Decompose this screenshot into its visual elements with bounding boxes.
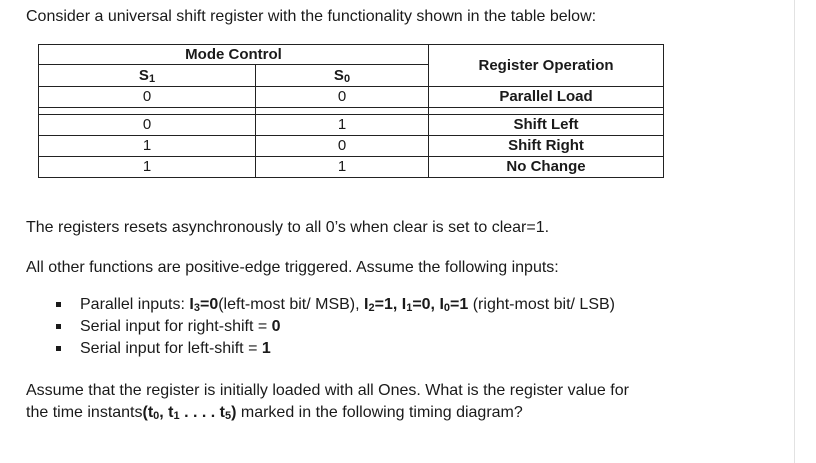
s0-header: [256, 65, 429, 87]
table-row: [39, 157, 664, 178]
page-edge-divider: [794, 0, 795, 463]
i3-value: [189, 296, 218, 313]
cell-s0: 0: [256, 136, 429, 157]
cell-operation: No Change: [429, 157, 664, 178]
msb-note: (left-most bit/ MSB),: [218, 296, 365, 313]
time-instants-range: [143, 404, 237, 421]
table-spacer-row: [39, 108, 664, 115]
list-item: [56, 316, 615, 338]
table-row: [39, 136, 664, 157]
s1-subscript: 1: [148, 72, 156, 85]
i3-subscript: 3: [193, 302, 200, 314]
cell-operation: Parallel Load: [429, 87, 664, 108]
s0-subscript: 0: [343, 72, 351, 85]
left-shift-label: Serial input for left-shift =: [80, 340, 262, 357]
close-paren: ): [231, 404, 237, 421]
i1-letter: I: [401, 296, 407, 313]
lsb-note: (right-most bit/ LSB): [468, 296, 615, 313]
mode-control-table: [38, 44, 664, 178]
input-list: [56, 294, 615, 360]
cell-s1: 1: [39, 157, 256, 178]
t1-letter: , t: [159, 404, 174, 421]
spacer-cell: [256, 108, 429, 115]
i1-assign: =0,: [412, 296, 440, 313]
timing-diagram-note: marked in the following timing diagram?: [236, 404, 523, 421]
cell-operation: Shift Left: [429, 115, 664, 136]
register-operation-header: [429, 45, 664, 87]
right-shift-value: 0: [271, 318, 281, 335]
cell-s0: 0: [256, 87, 429, 108]
table-row: [39, 87, 664, 108]
cell-s1: 1: [39, 136, 256, 157]
bullet-square-icon: [56, 346, 61, 351]
t0-letter: (t: [142, 404, 154, 421]
i0-assign: =1: [450, 296, 469, 313]
cell-s1: 0: [39, 115, 256, 136]
i0-letter: I: [439, 296, 444, 313]
mode-control-label: Mode Control: [185, 45, 282, 63]
spacer-cell: [39, 108, 256, 115]
right-shift-label: Serial input for right-shift =: [80, 318, 272, 335]
question-line-1: Assume that the register is initially loaded with all Ones. What is the register value for: [26, 382, 629, 399]
intro-paragraph: Consider a universal shift register with the functionality shown in the table below:: [26, 8, 597, 25]
i2-value: [364, 296, 468, 313]
edge-trigger-paragraph: All other functions are positive-edge triggered. Assume the following inputs:: [26, 259, 559, 276]
reset-paragraph: The registers resets asynchronously to all 0’s when clear is set to clear=1.: [26, 219, 550, 236]
t5-subscript: 5: [224, 410, 232, 422]
time-instants-label: the time instants: [26, 404, 143, 421]
i2-subscript: 2: [368, 302, 375, 314]
register-operation-label: Register Operation: [478, 56, 614, 74]
mode-control-header: [39, 45, 429, 65]
t5-letter: . . . . t: [179, 404, 225, 421]
cell-s0: 1: [256, 157, 429, 178]
cell-operation: Shift Right: [429, 136, 664, 157]
i3-assign: =0: [199, 296, 219, 313]
i2-assign: =1,: [374, 296, 402, 313]
bullet-square-icon: [56, 302, 61, 307]
t1-subscript: 1: [173, 410, 180, 422]
table-row: [39, 115, 664, 136]
bullet-square-icon: [56, 324, 61, 329]
left-shift-value: 1: [261, 340, 271, 357]
s0-letter: S: [333, 66, 344, 84]
question-line-2: [26, 403, 523, 423]
list-item: [56, 294, 615, 316]
cell-s1: 0: [39, 87, 256, 108]
s1-header: [39, 65, 256, 87]
i2-letter: I: [364, 296, 369, 313]
i3-letter: I: [189, 296, 194, 313]
spacer-cell: [429, 108, 664, 115]
parallel-inputs-label: Parallel inputs:: [80, 296, 190, 313]
cell-s0: 1: [256, 115, 429, 136]
list-item: [56, 338, 615, 360]
i0-subscript: 0: [443, 302, 451, 314]
i1-subscript: 1: [406, 302, 413, 314]
s1-letter: S: [138, 66, 149, 84]
t0-subscript: 0: [153, 410, 160, 422]
